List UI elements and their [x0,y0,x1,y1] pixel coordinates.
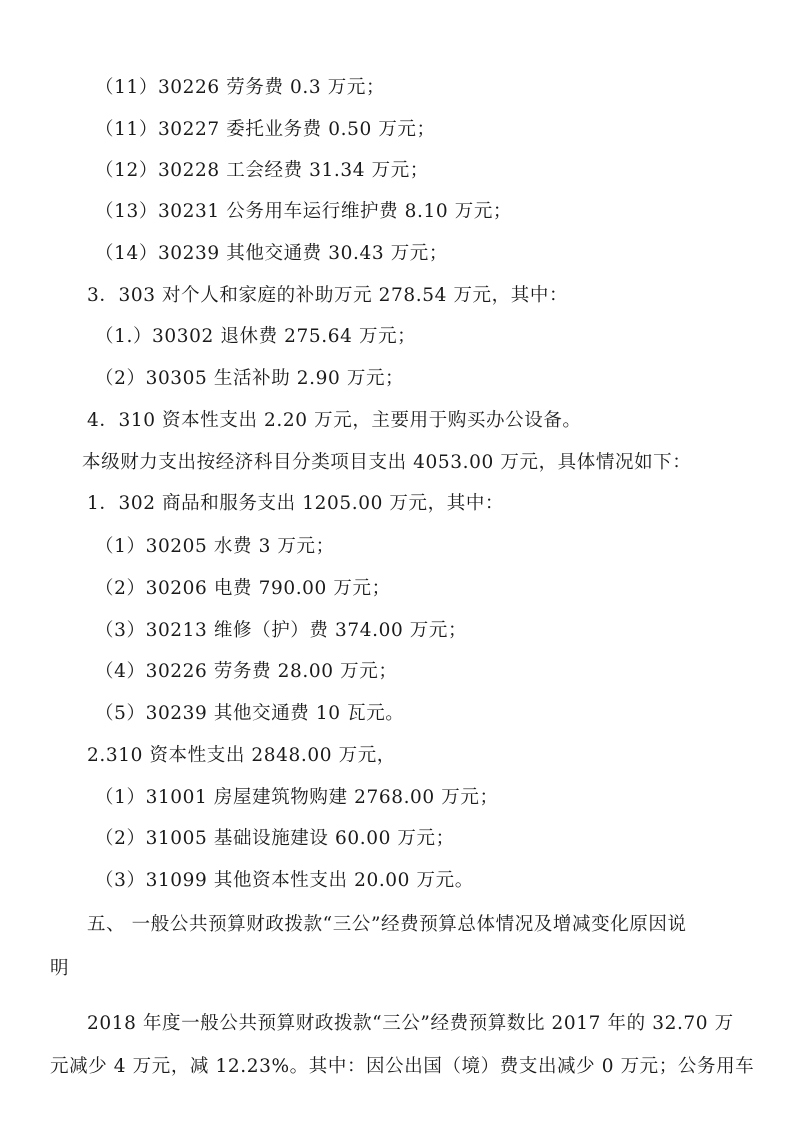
expense-item-30226: （11）30226 劳务费 0.3 万元； [95,77,386,98]
expense-item-30239-b: （5）30239 其他交通费 10 瓦元。 [95,703,405,724]
expense-item-30239: （14）30239 其他交通费 30.43 万元； [95,243,448,264]
section-five-heading-cont: 明 [50,958,70,979]
expense-item-30213: （3）30213 维修（护）费 374.00 万元； [95,620,468,641]
local-expense-intro: 本级财力支出按经济科目分类项目支出 4053.00 万元，具体情况如下： [82,452,692,473]
section-five-heading: 五、 一般公共预算财政拨款“三公”经费预算总体情况及增减变化原因说 [87,914,687,935]
expense-item-30227: （11）30227 委托业务费 0.50 万元； [95,119,436,140]
expense-item-31001: （1）31001 房屋建筑物购建 2768.00 万元； [95,787,499,808]
expense-item-30228: （12）30228 工会经费 31.34 万元； [95,160,429,181]
section-310-heading: 4．310 资本性支出 2.20 万元，主要用于购买办公设备。 [87,410,582,431]
expense-item-30206: （2）30206 电费 790.00 万元； [95,578,391,599]
expense-item-30231: （13）30231 公务用车运行维护费 8.10 万元； [95,201,513,222]
expense-item-30205: （1）30205 水费 3 万元； [95,536,335,557]
three-public-paragraph-line-2: 元减少 4 万元，减 12.23%。其中：因公出国（境）费支出减少 0 万元；公务用车 [50,1056,755,1077]
expense-item-30226-b: （4）30226 劳务费 28.00 万元； [95,661,398,682]
expense-item-31005: （2）31005 基础设施建设 60.00 万元； [95,828,455,849]
expense-item-30305: （2）30305 生活补助 2.90 万元； [95,368,405,389]
expense-item-31099: （3）31099 其他资本性支出 20.00 万元。 [95,870,474,891]
section-303-heading: 3．303 对个人和家庭的补助万元 278.54 万元，其中： [87,285,569,306]
three-public-paragraph-line-1: 2018 年度一般公共预算财政拨款“三公”经费预算数比 2017 年的 32.70 万 [87,1013,734,1034]
section-310-heading-b: 2.310 资本性支出 2848.00 万元， [87,745,396,766]
section-302-heading: 1．302 商品和服务支出 1205.00 万元，其中： [87,493,505,514]
expense-item-30302: （1.）30302 退休费 275.64 万元； [95,326,417,347]
